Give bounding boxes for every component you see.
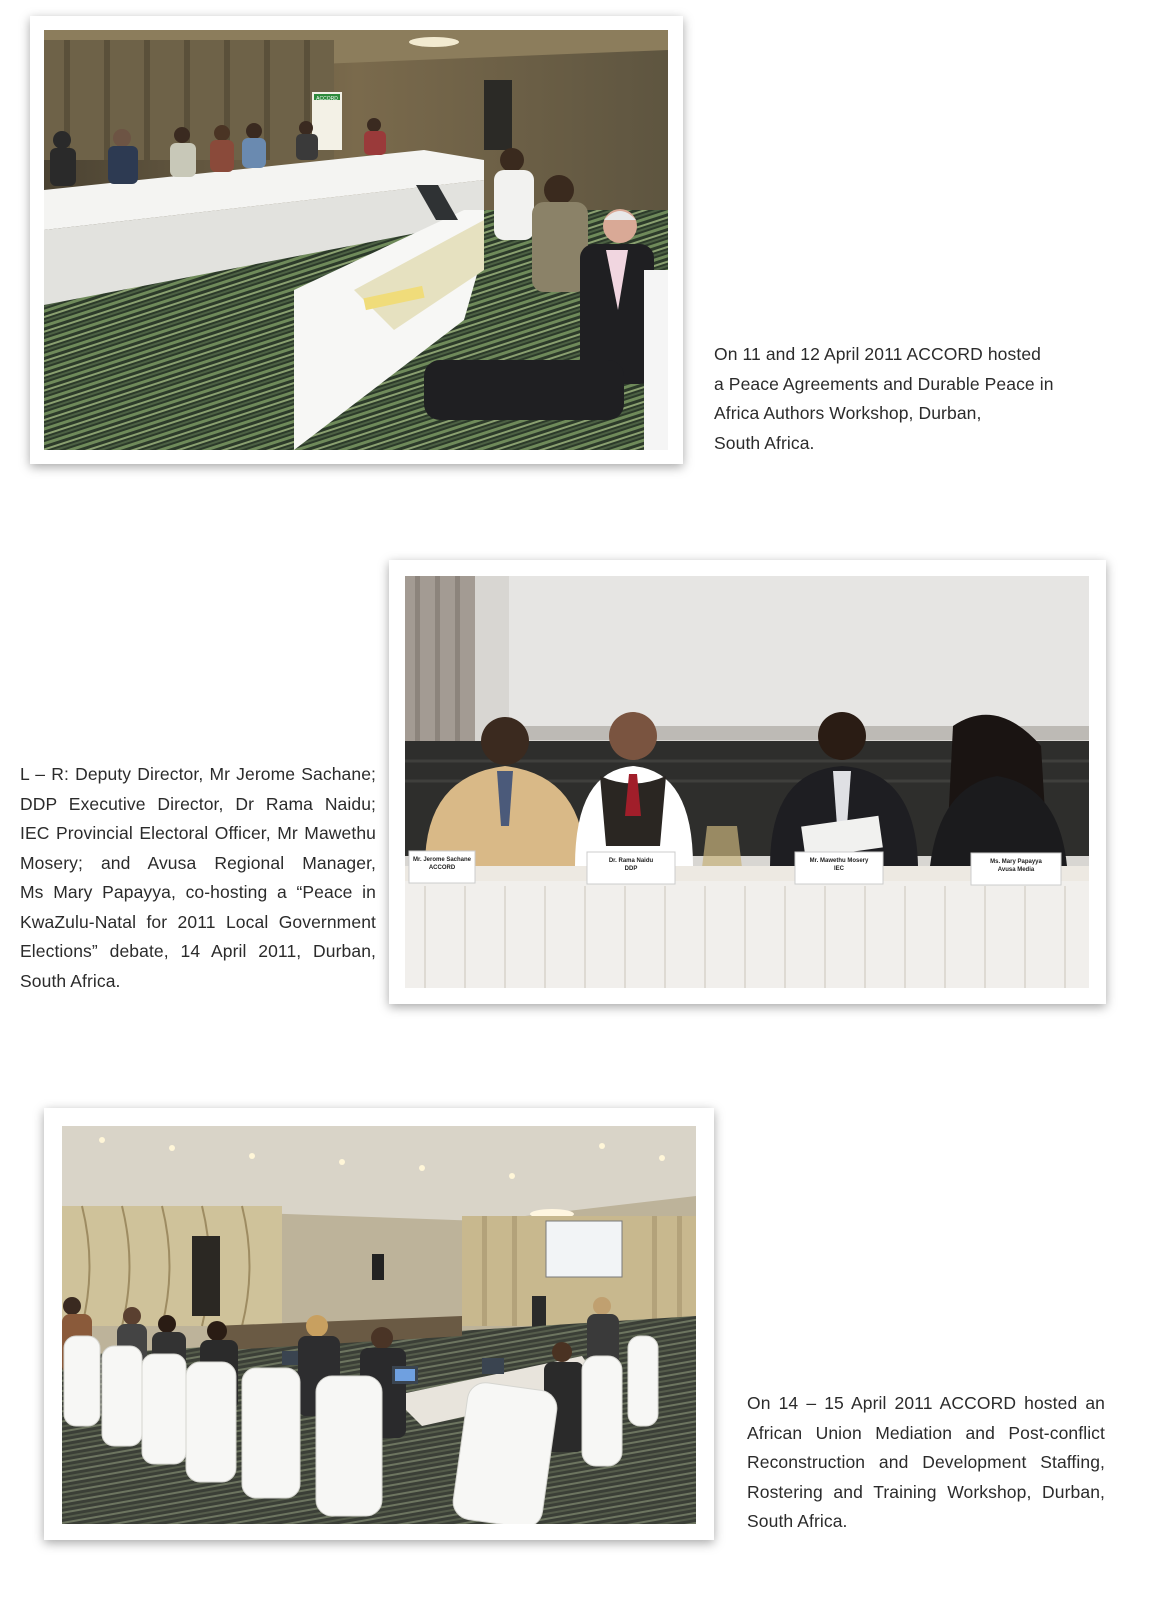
caption-line: KwaZulu-Natal for 2011 Local Government [20,911,376,932]
caption-au-mediation-workshop [747,1389,1105,1537]
caption-line: On 14 – 15 April 2011 ACCORD hosted an [747,1393,1105,1413]
caption-line: South Africa. [747,1511,848,1531]
caption-line: Africa Authors Workshop, Durban, [714,403,982,423]
caption-line: On 11 and 12 April 2011 ACCORD hosted [714,344,1041,364]
caption-line: a Peace Agreements and Durable Peace in [714,373,1054,394]
caption-line: L – R: Deputy Director, Mr Jerome Sachane; [20,764,376,784]
photo-au-mediation-workshop [62,1126,696,1524]
caption-line: Elections” debate, 14 April 2011, Durban, [20,941,376,961]
caption-line: African Union Mediation and Post-conflict [747,1422,1105,1443]
caption-line: Rostering and Training Workshop, Durban, [747,1481,1105,1502]
photo-panel-debate [405,576,1089,988]
caption-line: Ms Mary Papayya, co-hosting a “Peace in [20,882,376,902]
name-card-org: ACCORD [428,865,456,871]
name-card-org: Avusa Media [997,867,1035,873]
name-card-name: Mr. Jerome Sachane [412,857,472,863]
photo-frame-au-mediation-workshop [44,1108,714,1540]
name-card-name: Dr. Rama Naidu [608,858,654,864]
caption-line: IEC Provincial Electoral Officer, Mr Mawethu [20,823,376,843]
caption-line: South Africa. [20,970,121,991]
caption-line: South Africa. [714,432,815,453]
name-card-name: Ms. Mary Papayya [990,859,1042,865]
accord-banner-logo: ACCORD [316,96,338,102]
name-card-name: Mr. Mawethu Mosery [809,858,869,864]
photo-frame-authors-workshop [30,16,683,464]
caption-authors-workshop [714,340,1094,458]
caption-panel-debate [20,760,376,996]
name-card-org: IEC [833,866,845,872]
caption-line: Reconstruction and Development Staffing, [747,1452,1105,1472]
caption-line: DDP Executive Director, Dr Rama Naidu; [20,793,376,814]
caption-line: Mosery; and Avusa Regional Manager, [20,852,376,873]
photo-frame-panel-debate [389,560,1106,1004]
photo-authors-workshop [44,30,668,450]
name-card-org: DDP [624,866,638,872]
